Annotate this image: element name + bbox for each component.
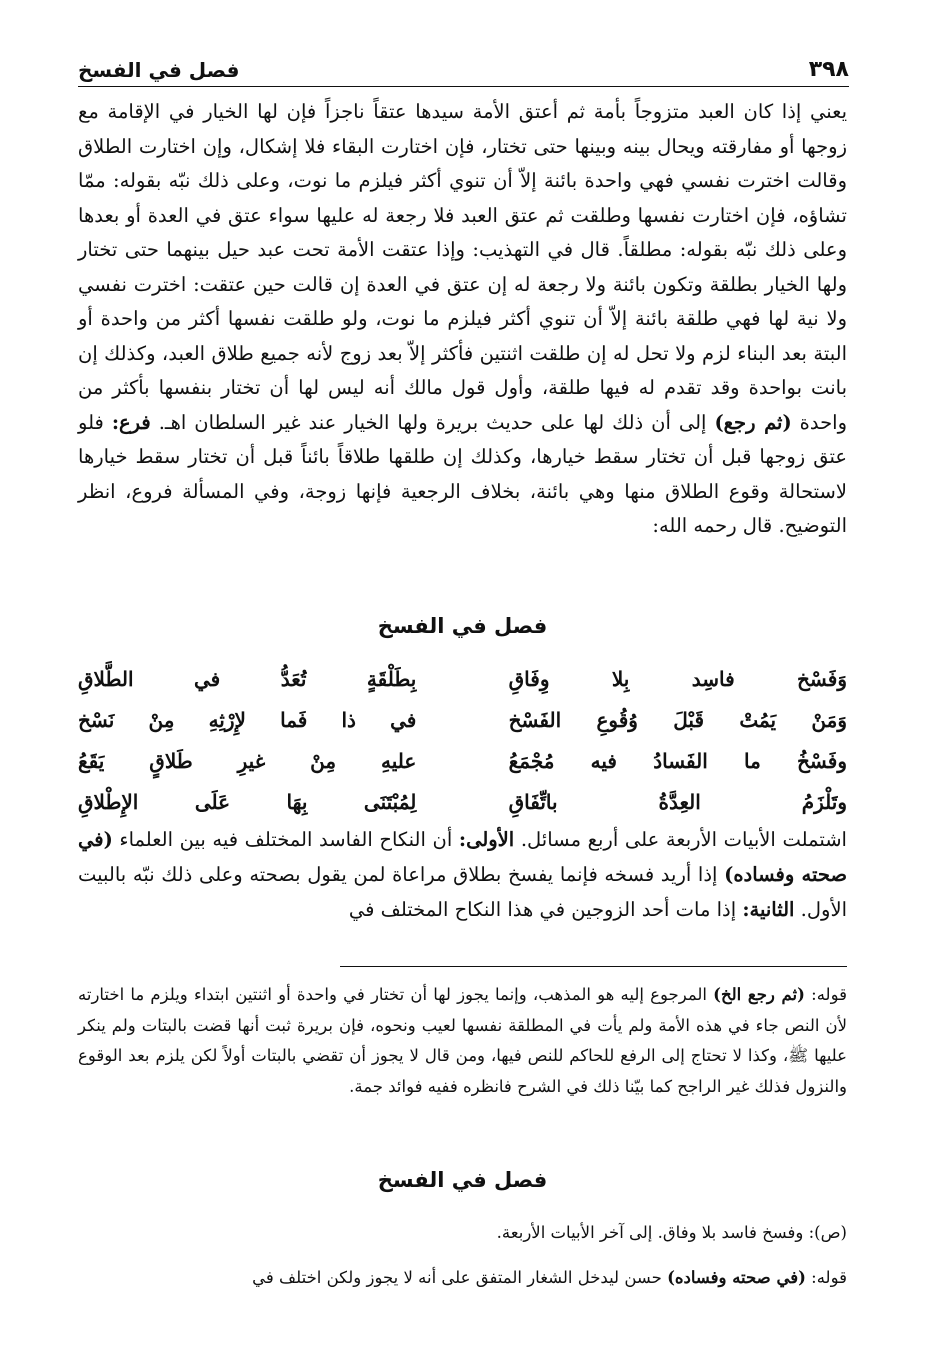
section-heading: فصل في الفسخ <box>377 614 548 638</box>
page-number: ٣٩٨ <box>808 57 849 82</box>
poem <box>78 658 847 822</box>
body-bold-phrase: (ثم رجع) <box>714 410 792 434</box>
footnote-divider <box>340 966 847 967</box>
explanation-text-3: إذا أريد فسخه فإنما يفسخ بطلاق مراعاة لمن يقول بصحته وعلى ذلك نبّه بالبيت الأول. <box>78 863 847 921</box>
footnote-lead: قوله: <box>811 985 847 1004</box>
body-text-1: يعني إذا كان العبد متزوجاً بأمة ثم أعتق الأمة سيدها عتقاً ناجزاً فإن لها الخيار في الإقامة مع زوجها أو مفارقته ويحال بينه وبينها حتى تختار، فإن اختارت البقاء فلا إشكال، وإن اختارت الطلاق وقالت اخترت نفسي فهي واحدة بائنة إلاّ أن تنوي أكثر فيلزم ما نوت، وعلى ذلك نبّه بقوله: ممّا تشاؤه، فإن اختارت نفسها وطلقت ثم عتق العبد فلا رجعة له عليها سواء عتق في العدة أو بعدها وعلى ذلك نبّه بقوله: مطلقاً. قال في التهذيب: وإذا عتقت الأمة تحت عبد حيل بينهما حتى تختار ولها الخيار بطلقة وتكون بائنة ولا رجعة له إن عتق في العدة إن قالت حين عتقت: اخترت نفسي ولا نية لها فهي طلقة بائنة إلاّ أن تنوي أكثر فيلزم ما نوت، ولو طلقت نفسها أكثر من واحدة أو البتة بعد البناء لزم ولا تحل له إن طلقت اثنتين فأكثر إلاّ بعد زوج لأنه جميع طلاق العبد، وكذلك إن بانت بواحدة وقد تقدم له فيها طلقة، وأول قول مالك أنه ليس لها أن تختار بنفسها بأكثر من واحدة <box>78 100 848 434</box>
explanation-bold-phrase: (في صحته وفساده) <box>78 828 848 886</box>
commentary-line-1: (ص): وفسخ فاسد بلا وفاق. إلى آخر الأبيات الأربعة. <box>496 1223 847 1242</box>
poem-verse <box>78 781 847 822</box>
second-issue-label: الثانية: <box>742 898 795 921</box>
footnote-text: المرجوع إليه هو المذهب، وإنما يجوز لها أن تختار في واحدة أو اثنتين ابتداء ويلزم ما اختارته لأن النص جاء في هذه الأمة ولم يأت في المطلقة نفسها لعيب ونحوه، فإن بريرة ثبت أنها قضت بالبتات ولم ينكر عليها ﷺ، وكذا لا تحتاج إلى الرفع للحاكم للنص فيها، ومن قال لا يجوز أن تقضي بالبتات أولاً لكن يلزم بعد الوقوع والنزول فذلك غير الراجح كما بيّنا ذلك في الشرح فانظره ففيه فوائد جمة. <box>78 985 847 1096</box>
first-issue-label: الأولى: <box>458 828 515 851</box>
verse-second-hemistich: في ذا فَما لإِرْثِهِ مِنْ نَسْخ <box>78 707 417 732</box>
verse-first-hemistich: وفَسْخُ ما الفَسادُ فيه مُجْمَعُ <box>508 748 847 773</box>
explanation-text-2: أن النكاح الفاسد المختلف فيه بين العلماء <box>119 828 453 851</box>
running-title: فصل في الفسخ <box>78 58 240 82</box>
verse-second-hemistich: بِطَلْقَةٍ تُعَدُّ في الطَّلاقِ <box>78 666 417 691</box>
commentary <box>78 1210 847 1300</box>
footnote-bold-phrase: (ثم رجع الخ) <box>713 985 805 1004</box>
explanation-text-4: إذا مات أحد الزوجين في هذا النكاح المختلف في <box>348 898 737 921</box>
commentary-text: حسن ليدخل الشغار المتفق على أنه لا يجوز ولكن اختلف في <box>252 1268 662 1287</box>
poem-verse <box>78 699 847 740</box>
verse-second-hemistich: لِمُبْتَنَى بِهَا عَلَى الإِطْلاقِ <box>78 789 417 814</box>
verse-first-hemistich: وَفَسْخ فاسِد بِلا وِفَاقِ <box>508 666 847 691</box>
verse-second-hemistich: عليهِ مِنْ غيرِ طَلاقٍ يَقَعُ <box>78 748 417 773</box>
commentary-heading: فصل في الفسخ <box>377 1168 548 1192</box>
poem-verse <box>78 658 847 699</box>
page-header <box>78 52 849 87</box>
main-paragraph <box>78 95 847 544</box>
commentary-bold-phrase: (في صحته وفساده) <box>667 1268 806 1287</box>
footnote <box>78 980 847 1102</box>
poem-explanation <box>78 822 847 927</box>
poem-verse <box>78 740 847 781</box>
commentary-lead: قوله: <box>811 1268 847 1287</box>
body-text-2: إلى أن ذلك لها على حديث بريرة ولها الخيار عند غير السلطان اهـ. <box>158 410 707 434</box>
body-text-3: فلو عتق زوجها قبل أن تختار سقط خيارها، وكذلك إن طلقها طلاقاً بائناً قبل أن تختار سقط خيارها لاستحالة وقوع الطلاق منها وهي بائنة، بخلاف الرجعية فإنها زوجة، وفي المسألة فروع، انظر التوضيح. قال رحمه الله: <box>78 410 847 537</box>
verse-first-hemistich: وتَلْزَمُ العِدَّةُ باتِّفَاقِ <box>508 789 847 814</box>
verse-first-hemistich: وَمَنْ يَمُتْ قَبْلَ وُقُوعِ الفَسْخ <box>508 707 847 732</box>
explanation-text-1: اشتملت الأبيات الأربعة على أربع مسائل. <box>520 828 847 851</box>
body-label-far: فرع: <box>111 410 151 434</box>
